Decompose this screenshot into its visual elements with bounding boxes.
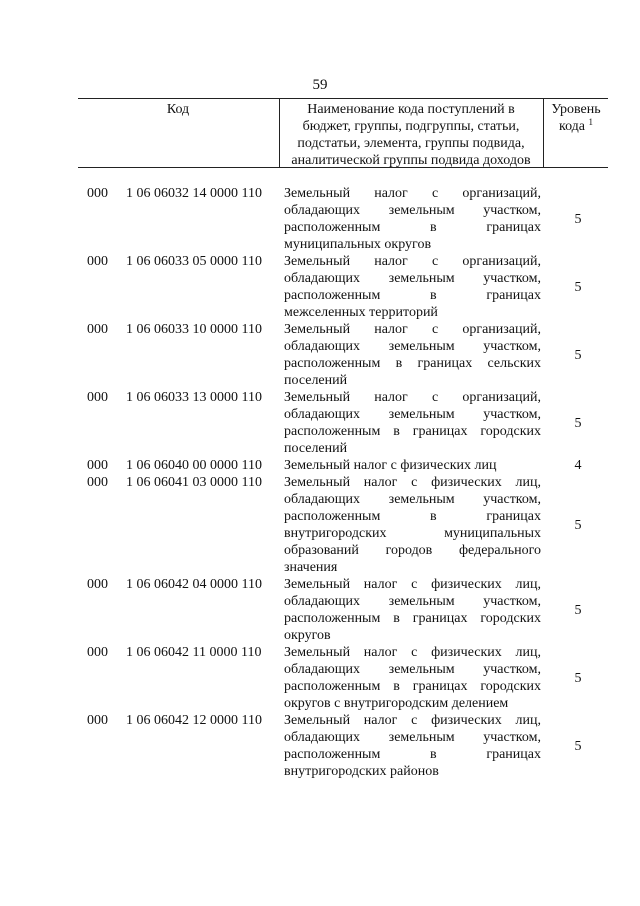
revenue-name-line: Земельный налог с организаций, bbox=[284, 186, 541, 201]
header-level-line1: Уровень bbox=[551, 102, 601, 117]
revenue-name-line: Земельный налог с физических лиц, bbox=[284, 713, 541, 728]
code-level-value: 5 bbox=[574, 347, 582, 363]
table-row bbox=[0, 576, 640, 644]
revenue-name-line: обладающих земельным участком, bbox=[284, 662, 541, 677]
table-row bbox=[0, 185, 640, 253]
header-name-line: бюджет, группы, подгруппы, статьи, bbox=[302, 119, 520, 134]
revenue-name-line: Земельный налог с организаций, bbox=[284, 254, 541, 269]
code-level bbox=[566, 457, 590, 474]
revenue-name-line: Земельный налог с организаций, bbox=[284, 390, 541, 405]
revenue-name-line: Земельный налог с физических лиц, bbox=[284, 577, 541, 592]
revenue-name bbox=[284, 712, 541, 780]
revenue-name bbox=[284, 644, 541, 712]
header-code: Код bbox=[166, 102, 190, 117]
revenue-name-line: межселенных территорий bbox=[284, 305, 438, 320]
code-level bbox=[566, 253, 590, 321]
revenue-code: 1 06 06040 00 0000 110 bbox=[126, 458, 262, 473]
admin-code: 000 bbox=[87, 577, 108, 592]
admin-code: 000 bbox=[87, 254, 108, 269]
code-level-value: 4 bbox=[574, 458, 582, 473]
code-level bbox=[566, 321, 590, 389]
revenue-name bbox=[284, 457, 541, 474]
revenue-name bbox=[284, 389, 541, 457]
revenue-name-line: обладающих земельным участком, bbox=[284, 407, 541, 422]
table-row bbox=[0, 644, 640, 712]
code-level-value: 5 bbox=[574, 517, 582, 533]
revenue-code: 1 06 06041 03 0000 110 bbox=[126, 475, 262, 490]
code-level bbox=[566, 712, 590, 780]
code-level-value: 5 bbox=[574, 415, 582, 431]
footnote-marker: 1 bbox=[588, 117, 594, 127]
code-level bbox=[566, 474, 590, 576]
code-level bbox=[566, 644, 590, 712]
revenue-name-line: муниципальных округов bbox=[284, 237, 432, 252]
page-number: 59 bbox=[312, 77, 328, 93]
header-name-line: Наименование кода поступлений в bbox=[307, 102, 515, 117]
code-level-value: 5 bbox=[574, 602, 582, 618]
revenue-name-line: обладающих земельным участком, bbox=[284, 730, 541, 745]
admin-code: 000 bbox=[87, 390, 108, 405]
table-row bbox=[0, 321, 640, 389]
table-row bbox=[0, 712, 640, 780]
revenue-name-line: расположенным в границах bbox=[284, 747, 541, 762]
revenue-name bbox=[284, 321, 541, 389]
revenue-name-line: округов с внутригородским делением bbox=[284, 696, 509, 711]
header-name-line: аналитической группы подвида доходов bbox=[291, 153, 531, 168]
revenue-name-line: расположенным в границах городских bbox=[284, 424, 541, 439]
revenue-code: 1 06 06042 04 0000 110 bbox=[126, 577, 262, 592]
revenue-name-line: поселений bbox=[284, 373, 348, 388]
revenue-name-line: расположенным в границах сельских bbox=[284, 356, 541, 371]
revenue-code: 1 06 06033 13 0000 110 bbox=[126, 390, 262, 405]
revenue-name-line: Земельный налог с физических лиц, bbox=[284, 645, 541, 660]
table-header bbox=[78, 98, 608, 168]
header-level-line2 bbox=[544, 118, 608, 135]
revenue-name bbox=[284, 185, 541, 253]
code-level-value: 5 bbox=[574, 211, 582, 227]
revenue-name-line: обладающих земельным участком, bbox=[284, 492, 541, 507]
admin-code: 000 bbox=[87, 186, 108, 201]
revenue-name-line: расположенным в границах bbox=[284, 220, 541, 235]
header-name-line: подстатьи, элемента, группы подвида, bbox=[297, 136, 525, 151]
revenue-name-line: расположенным в границах городских bbox=[284, 611, 541, 626]
header-level-text: кода bbox=[558, 119, 586, 134]
revenue-name-line: обладающих земельным участком, bbox=[284, 203, 541, 218]
admin-code: 000 bbox=[87, 713, 108, 728]
code-level-value: 5 bbox=[574, 670, 582, 686]
revenue-name-line: внутригородских районов bbox=[284, 764, 439, 779]
code-level bbox=[566, 185, 590, 253]
revenue-name-line: значения bbox=[284, 560, 338, 575]
admin-code: 000 bbox=[87, 475, 108, 490]
revenue-name-line: округов bbox=[284, 628, 331, 643]
code-level-value: 5 bbox=[574, 738, 582, 754]
revenue-name-line: обладающих земельным участком, bbox=[284, 339, 541, 354]
revenue-name-line: расположенным в границах городских bbox=[284, 679, 541, 694]
header-level bbox=[544, 101, 608, 135]
revenue-name-line: Земельный налог с физических лиц bbox=[284, 458, 497, 473]
revenue-name bbox=[284, 474, 541, 576]
revenue-name-line: обладающих земельным участком, bbox=[284, 594, 541, 609]
revenue-name-line: поселений bbox=[284, 441, 348, 456]
table-row bbox=[0, 474, 640, 576]
revenue-code: 1 06 06033 05 0000 110 bbox=[126, 254, 262, 269]
header-name bbox=[280, 101, 542, 169]
revenue-name-line: Земельный налог с организаций, bbox=[284, 322, 541, 337]
revenue-name bbox=[284, 253, 541, 321]
table-row bbox=[0, 253, 640, 321]
revenue-name-line: обладающих земельным участком, bbox=[284, 271, 541, 286]
revenue-name-line: Земельный налог с физических лиц, bbox=[284, 475, 541, 490]
revenue-name-line: внутригородских муниципальных bbox=[284, 526, 541, 541]
revenue-name-line: расположенным в границах bbox=[284, 509, 541, 524]
revenue-code: 1 06 06042 12 0000 110 bbox=[126, 713, 262, 728]
revenue-name-line: образований городов федерального bbox=[284, 543, 541, 558]
table-row bbox=[0, 389, 640, 457]
code-level bbox=[566, 576, 590, 644]
revenue-name-line: расположенным в границах bbox=[284, 288, 541, 303]
code-level-value: 5 bbox=[574, 279, 582, 295]
table-row bbox=[0, 457, 640, 474]
revenue-code: 1 06 06042 11 0000 110 bbox=[126, 645, 262, 660]
admin-code: 000 bbox=[87, 322, 108, 337]
admin-code: 000 bbox=[87, 458, 108, 473]
admin-code: 000 bbox=[87, 645, 108, 660]
revenue-code: 1 06 06033 10 0000 110 bbox=[126, 322, 262, 337]
code-level bbox=[566, 389, 590, 457]
revenue-code: 1 06 06032 14 0000 110 bbox=[126, 186, 262, 201]
revenue-name bbox=[284, 576, 541, 644]
table-body bbox=[0, 185, 640, 780]
